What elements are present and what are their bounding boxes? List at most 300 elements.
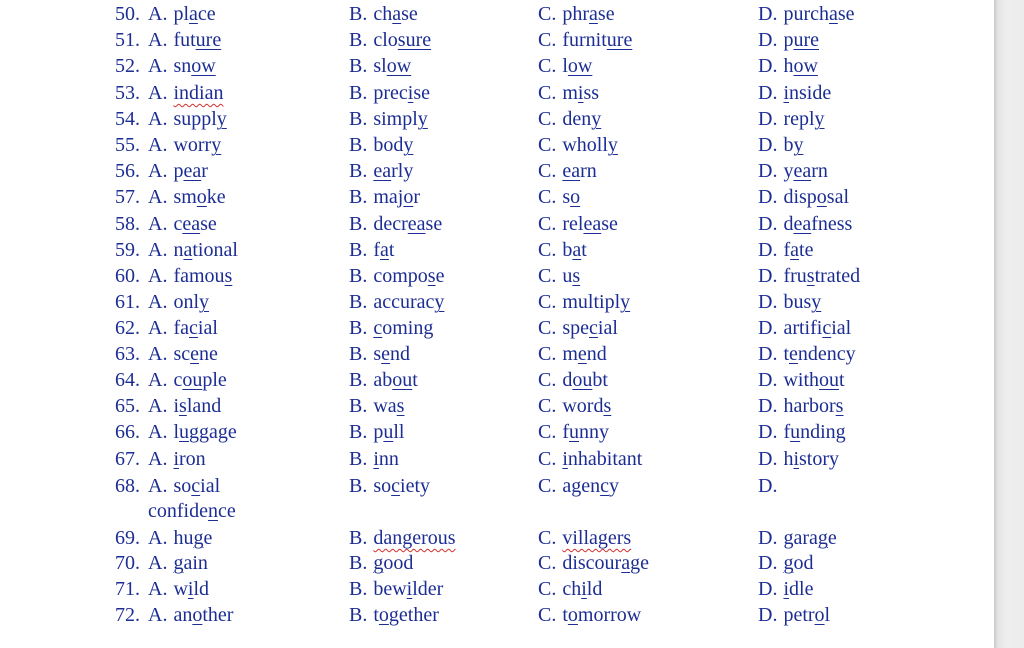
underlined-sound: i (406, 578, 413, 600)
underlined-sound: g (373, 552, 384, 574)
option-a (148, 263, 232, 289)
option-word: funding (783, 421, 846, 443)
option-letter: A. (148, 527, 168, 549)
option-word: iron (173, 448, 206, 470)
option-word: couple (173, 369, 227, 391)
option-word: precise (373, 82, 430, 104)
option-d (758, 263, 860, 289)
underlined-sound: ou (182, 369, 203, 391)
option-letter: A. (148, 108, 168, 130)
option-letter: B. (349, 369, 368, 391)
option-word: tomorrow (562, 604, 642, 626)
question-row (0, 602, 994, 628)
option-letter: C. (538, 343, 557, 365)
question-row (0, 393, 994, 419)
option-d (758, 315, 851, 341)
question-number: 65. (115, 395, 140, 417)
underlined-sound: c (373, 317, 383, 339)
question-number: 58. (115, 213, 140, 235)
question-number: 66. (115, 421, 140, 443)
option-letter: D. (758, 317, 778, 339)
option-c (538, 473, 619, 499)
option-word: early (373, 160, 414, 182)
option-a (148, 446, 206, 472)
option-b (349, 393, 404, 419)
question-row (0, 80, 994, 106)
option-letter: D. (758, 213, 778, 235)
underlined-sound: ou (819, 369, 840, 391)
question-row (0, 211, 994, 237)
option-b (349, 237, 394, 263)
option-word: doubt (562, 369, 608, 391)
option-a (148, 237, 238, 263)
underlined-sound: y (211, 134, 222, 156)
option-letter: D. (758, 395, 778, 417)
option-b (349, 367, 418, 393)
option-a (148, 106, 227, 132)
option-d (758, 237, 813, 263)
underlined-sound: u (179, 421, 190, 443)
option-word: furniture (562, 29, 633, 51)
option-letter: D. (758, 343, 778, 365)
option-letter: B. (349, 55, 368, 77)
option-word: how (783, 55, 818, 77)
option-letter: D. (758, 291, 778, 313)
option-a (148, 473, 220, 499)
option-word: body (373, 134, 414, 156)
option-a (148, 289, 209, 315)
option-word: simply (373, 108, 428, 130)
option-c (538, 132, 618, 158)
option-letter: B. (349, 448, 368, 470)
option-c (538, 393, 611, 419)
option-letter: C. (538, 475, 557, 497)
option-letter: A. (148, 475, 168, 497)
option-word: phrase (562, 3, 615, 25)
option-word: scene (173, 343, 218, 365)
underlined-sound: s (179, 395, 187, 417)
option-word: gain (173, 552, 208, 574)
underlined-sound: o (403, 186, 414, 208)
underlined-sound: o (196, 186, 207, 208)
option-word: agency (562, 475, 619, 497)
underlined-sound: ea (407, 213, 426, 235)
option-letter: A. (148, 134, 168, 156)
underlined-sound: c (600, 475, 609, 497)
option-b (349, 602, 439, 628)
underlined-sound: c (822, 317, 832, 339)
option-word: future (173, 29, 222, 51)
option-letter: B. (349, 475, 368, 497)
option-word: worry (173, 134, 222, 156)
option-letter: B. (349, 108, 368, 130)
underlined-sound: a (189, 3, 198, 25)
option-word: social (173, 475, 221, 497)
underlined-sound: ow (793, 55, 818, 77)
option-word: society (373, 475, 431, 497)
option-word: mend (562, 343, 607, 365)
question-number: 55. (115, 134, 140, 156)
option-d (758, 289, 821, 315)
underlined-sound: y (403, 134, 414, 156)
underlined-sound: o (816, 186, 827, 208)
option-word: deny (562, 108, 602, 130)
underlined-sound: a (829, 3, 838, 25)
option-word: earn (562, 160, 597, 182)
option-a (148, 550, 208, 576)
option-a (148, 393, 221, 419)
question-row (0, 27, 994, 53)
option-b (349, 53, 411, 79)
option-c (538, 315, 618, 341)
option-letter: A. (148, 317, 168, 339)
option-word: multiply (562, 291, 631, 313)
option-word: chase (373, 3, 418, 25)
question-row (0, 1, 994, 27)
option-d (758, 367, 845, 393)
option-letter: B. (349, 291, 368, 313)
option-b (349, 184, 420, 210)
option-word: accuracy (373, 291, 445, 313)
option-word: disposal (783, 186, 850, 208)
underlined-sound: ow (386, 55, 412, 77)
option-word: indian (173, 82, 224, 104)
question-number: 57. (115, 186, 140, 208)
option-d (758, 473, 783, 499)
underlined-sound: g (193, 527, 204, 549)
option-letter: C. (538, 239, 557, 261)
option-letter: A. (148, 160, 168, 182)
option-b (349, 419, 404, 445)
option-d (758, 27, 819, 53)
vertical-scrollbar[interactable] (994, 0, 1024, 648)
underlined-sound: ea (562, 160, 581, 182)
option-c (538, 367, 608, 393)
option-letter: D. (758, 108, 778, 130)
option-word: only (173, 291, 210, 313)
option-a (148, 80, 223, 106)
underlined-sound: e (381, 343, 391, 365)
option-word: us (562, 265, 581, 287)
underlined-sound: s (603, 395, 612, 417)
option-word: inhabitant (562, 448, 643, 470)
underlined-sound: y (620, 291, 631, 313)
underlined-sound: a (790, 239, 800, 261)
underlined-sound: ea (793, 160, 812, 182)
option-letter: C. (538, 134, 557, 156)
option-word: closure (373, 29, 432, 51)
option-letter: C. (538, 291, 557, 313)
option-b (349, 211, 442, 237)
option-a (148, 184, 226, 210)
option-word: supply (173, 108, 227, 130)
option-word: garage (783, 527, 837, 549)
option-c (538, 341, 607, 367)
option-word: tendency (783, 343, 856, 365)
underlined-sound: e (789, 343, 798, 365)
option-letter: D. (758, 82, 778, 104)
underlined-sound: s (224, 265, 233, 287)
question-row (0, 525, 994, 551)
underlined-sound: ure (195, 29, 222, 51)
underlined-sound: ou (392, 369, 413, 391)
option-word: fat (373, 239, 395, 261)
option-letter: D. (758, 160, 778, 182)
option-word: yearn (783, 160, 828, 182)
option-letter: C. (538, 213, 557, 235)
option-letter: D. (758, 578, 778, 600)
option-letter: A. (148, 448, 168, 470)
option-letter: B. (349, 186, 368, 208)
option-a (148, 341, 218, 367)
option-a (148, 419, 237, 445)
option-letter: A. (148, 578, 168, 600)
option-word: slow (373, 55, 412, 77)
question-number: 67. (115, 448, 140, 470)
underlined-sound: ure (606, 29, 633, 51)
option-letter: B. (349, 395, 368, 417)
question-row (0, 367, 994, 393)
option-letter: D. (758, 265, 778, 287)
underlined-sound: a (621, 552, 631, 574)
option-word: artificial (783, 317, 852, 339)
option-word: was (373, 395, 405, 417)
option-word: deafness (783, 213, 853, 235)
question-number: 60. (115, 265, 140, 287)
option-word: snow (173, 55, 216, 77)
underlined-sound: ure (793, 29, 819, 51)
option-letter: D. (758, 3, 778, 25)
option-letter: C. (538, 421, 557, 443)
option-a (148, 315, 218, 341)
option-word: purchase (783, 3, 855, 25)
question-number: 64. (115, 369, 140, 391)
option-b (349, 1, 418, 27)
underlined-sound: n (207, 500, 218, 522)
question-row (0, 237, 994, 263)
question-row (0, 576, 994, 602)
underlined-sound: o (567, 604, 578, 626)
option-letter: B. (349, 134, 368, 156)
underlined-sound: ea (583, 213, 602, 235)
underlined-sound: u (790, 421, 801, 443)
option-d (758, 393, 843, 419)
option-letter: B. (349, 317, 368, 339)
option-d (758, 576, 813, 602)
question-row (0, 341, 994, 367)
option-letter: B. (349, 527, 368, 549)
option-letter: D. (758, 186, 778, 208)
option-letter: A. (148, 265, 168, 287)
underlined-sound: a (392, 3, 402, 25)
option-d (758, 184, 849, 210)
option-c (538, 158, 597, 184)
question-row (0, 315, 994, 341)
underlined-sound: ea (183, 160, 202, 182)
question-row (0, 289, 994, 315)
option-word: god (783, 552, 814, 574)
option-letter: C. (538, 265, 557, 287)
underlined-sound: y (814, 108, 825, 130)
option-b (349, 525, 456, 551)
option-word: wild (173, 578, 210, 600)
underlined-sound: s (427, 265, 436, 287)
option-letter: B. (349, 3, 368, 25)
question-row (0, 446, 994, 472)
option-b (349, 576, 443, 602)
option-word: facial (173, 317, 218, 339)
option-a (148, 158, 208, 184)
option-word: compose (373, 265, 445, 287)
option-word: good (373, 552, 414, 574)
underlined-sound: ow (191, 55, 216, 77)
underlined-sound: i (562, 448, 568, 470)
question-row (0, 53, 994, 79)
question-row (0, 184, 994, 210)
underlined-sound: y (434, 291, 445, 313)
option-c (538, 211, 618, 237)
option-letter: D. (758, 604, 778, 626)
question-number: 59. (115, 239, 140, 261)
option-letter: C. (538, 395, 557, 417)
underlined-sound: g (783, 552, 794, 574)
option-a (148, 576, 209, 602)
option-letter: B. (349, 160, 368, 182)
question-number: 69. (115, 527, 140, 549)
question-number: 51. (115, 29, 140, 51)
underlined-sound: i (793, 448, 800, 470)
option-d (758, 341, 856, 367)
option-word: by (783, 134, 804, 156)
question-number: 62. (115, 317, 140, 339)
option-letter: B. (349, 239, 368, 261)
option-word: history (783, 448, 840, 470)
option-word: discourage (562, 552, 650, 574)
option-letter: D. (758, 552, 778, 574)
option-d (758, 446, 839, 472)
option-letter: D. (758, 527, 778, 549)
underlined-sound: ea (373, 160, 392, 182)
underlined-sound: y (607, 134, 618, 156)
underlined-sound: o (378, 604, 389, 626)
question-row (0, 106, 994, 132)
option-letter: A. (148, 604, 168, 626)
underlined-sound: a (183, 239, 193, 261)
option-c (538, 576, 602, 602)
option-letter: D. (758, 134, 778, 156)
option-letter: C. (538, 3, 557, 25)
question-number: 70. (115, 552, 140, 574)
question-row (0, 263, 994, 289)
option-word: busy (783, 291, 822, 313)
underlined-sound: ea (793, 213, 812, 235)
option-letter: A. (148, 213, 168, 235)
option-word: place (173, 3, 216, 25)
option-letter: C. (538, 578, 557, 600)
option-b (349, 132, 413, 158)
underlined-sound: s (806, 265, 815, 287)
underlined-sound: e (190, 343, 200, 365)
underlined-sound: y (199, 291, 210, 313)
question-number: 56. (115, 160, 140, 182)
option-d (758, 419, 846, 445)
option-word: miss (562, 82, 600, 104)
underlined-sound: o (814, 604, 825, 626)
underlined-sound: c (189, 317, 198, 339)
option-word: words (562, 395, 612, 417)
underlined-sound: g (817, 527, 828, 549)
option-a (148, 367, 227, 393)
option-word: inside (783, 82, 832, 104)
option-letter: B. (349, 29, 368, 51)
option-letter: A. (148, 291, 168, 313)
option-b (349, 106, 428, 132)
underlined-sound: y (417, 108, 428, 130)
underlined-sound: i (407, 82, 414, 104)
option-b (349, 263, 444, 289)
option-b (349, 446, 399, 472)
underlined-sound: e (577, 343, 587, 365)
option-word: wholly (562, 134, 618, 156)
option-c (538, 550, 649, 576)
option-b (349, 158, 413, 184)
option-d (758, 53, 818, 79)
option-a (148, 132, 221, 158)
option-word: another (173, 604, 234, 626)
option-word: together (373, 604, 439, 626)
option-letter: C. (538, 29, 557, 51)
option-word: huge (173, 527, 213, 549)
underlined-sound: a (589, 3, 598, 25)
question-number: 50. (115, 3, 140, 25)
underlined-sound: y (216, 108, 227, 130)
underlined-sound: sure (397, 29, 432, 51)
option-c (538, 237, 587, 263)
question-row (0, 419, 994, 445)
option-c (538, 1, 615, 27)
option-letter: C. (538, 317, 557, 339)
option-letter: A. (148, 3, 168, 25)
option-word: without (783, 369, 845, 391)
option-letter: D. (758, 421, 778, 443)
underlined-sound: i (173, 448, 180, 470)
option-c (538, 446, 642, 472)
underlined-sound: i (187, 578, 194, 600)
option-word: coming (373, 317, 434, 339)
option-a (148, 27, 221, 53)
underlined-sound: u (383, 421, 394, 443)
option-letter: A. (148, 55, 168, 77)
option-letter: C. (538, 552, 557, 574)
option-letter: C. (538, 82, 557, 104)
option-c (538, 602, 641, 628)
option-word: frustrated (783, 265, 861, 287)
underlined-sound: c (191, 475, 201, 497)
option-letter: C. (538, 527, 557, 549)
option-c (538, 53, 592, 79)
option-letter: C. (538, 55, 557, 77)
option-word: about (373, 369, 418, 391)
option-letter: C. (538, 160, 557, 182)
option-b (349, 27, 431, 53)
option-word: famous (173, 265, 233, 287)
option-letter: A. (148, 343, 168, 365)
underlined-sound: s (572, 265, 581, 287)
option-letter: A. (148, 239, 168, 261)
option-d (758, 80, 831, 106)
option-word: special (562, 317, 618, 339)
option-word: villagers (562, 527, 632, 549)
